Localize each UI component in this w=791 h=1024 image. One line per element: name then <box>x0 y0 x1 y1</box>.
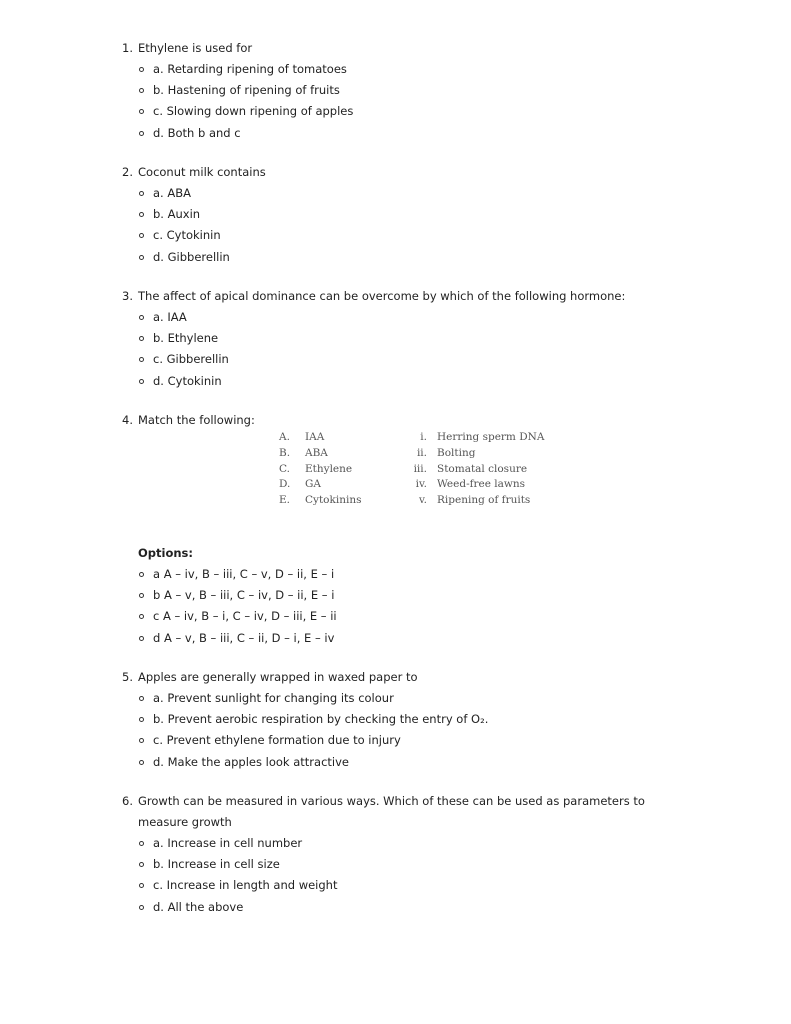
question-number: 2. <box>122 165 133 179</box>
option-a: a. Prevent sunlight for changing its colour <box>122 688 682 709</box>
option-list <box>122 59 682 144</box>
question-text: The affect of apical dominance can be overcome by which of the following hormone: <box>138 289 626 303</box>
match-row <box>279 446 544 462</box>
option-c: c. Prevent ethylene formation due to injury <box>122 730 682 751</box>
option-d: d. All the above <box>122 897 682 918</box>
option-c: c A – iv, B – i, C – iv, D – iii, E – ii <box>122 606 682 627</box>
option-list <box>122 688 682 773</box>
question-6 <box>122 791 682 918</box>
match-left-letter: B. <box>279 446 291 459</box>
question-text-line-1: Growth can be measured in various ways. Which of these can be used as parameters to <box>138 794 645 808</box>
match-table <box>279 430 544 509</box>
match-right-item: Ripening of fruits <box>437 494 531 507</box>
question-2 <box>122 162 682 268</box>
question-text-line-2: measure growth <box>138 815 232 829</box>
option-a: a. IAA <box>122 307 682 328</box>
match-left-letter: E. <box>279 494 291 507</box>
options-label: Options: <box>138 546 193 560</box>
option-list <box>122 183 682 268</box>
match-right-item: Herring sperm DNA <box>437 431 545 443</box>
match-left-item: Ethylene <box>305 462 353 475</box>
option-c: c. Increase in length and weight <box>122 875 682 896</box>
question-number: 6. <box>122 794 133 808</box>
question-number: 5. <box>122 670 133 684</box>
option-b: b. Auxin <box>122 204 682 225</box>
match-row <box>279 430 544 446</box>
option-list <box>122 564 682 649</box>
match-right-numeral: i. <box>420 431 427 443</box>
question-stem <box>122 162 682 183</box>
question-5 <box>122 667 682 773</box>
option-a: a. Increase in cell number <box>122 833 682 854</box>
question-text: Apples are generally wrapped in waxed paper to <box>138 670 418 684</box>
option-list <box>122 307 682 392</box>
match-row <box>279 477 544 493</box>
question-4-options <box>122 543 682 649</box>
match-right-numeral: v. <box>418 494 427 507</box>
option-a: a A – iv, B – iii, C – v, D – ii, E – i <box>122 564 682 585</box>
match-left-item: IAA <box>305 431 325 443</box>
question-1 <box>122 38 682 144</box>
match-left-letter: A. <box>279 431 290 443</box>
option-d: d. Gibberellin <box>122 247 682 268</box>
option-b: b. Increase in cell size <box>122 854 682 875</box>
match-left-letter: C. <box>279 462 290 475</box>
option-a: a. ABA <box>122 183 682 204</box>
match-left-item: Cytokinins <box>305 494 362 507</box>
match-right-numeral: iv. <box>415 478 427 491</box>
question-stem <box>122 286 682 307</box>
option-c: c. Cytokinin <box>122 225 682 246</box>
question-text: Ethylene is used for <box>138 41 253 55</box>
match-right-item: Bolting <box>437 446 476 459</box>
option-b: b. Prevent aerobic respiration by checking the entry of O₂. <box>122 709 682 730</box>
match-left-item: ABA <box>305 446 328 459</box>
option-c: c. Gibberellin <box>122 349 682 370</box>
question-number: 3. <box>122 289 133 303</box>
match-right-item: Weed-free lawns <box>437 478 526 491</box>
question-number: 1. <box>122 41 133 55</box>
question-3 <box>122 286 682 392</box>
match-right-item: Stomatal closure <box>437 462 528 475</box>
match-left-item: GA <box>305 478 321 491</box>
option-d: d. Make the apples look attractive <box>122 752 682 773</box>
question-stem <box>122 38 682 59</box>
option-b: b. Hastening of ripening of fruits <box>122 80 682 101</box>
option-d: d A – v, B – iii, C – ii, D – i, E – iv <box>122 628 682 649</box>
option-d: d. Cytokinin <box>122 371 682 392</box>
option-list <box>122 833 682 918</box>
question-number: 4. <box>122 413 133 427</box>
option-b: b A – v, B – iii, C – iv, D – ii, E – i <box>122 585 682 606</box>
match-right-numeral: iii. <box>413 462 427 475</box>
option-d: d. Both b and c <box>122 123 682 144</box>
question-stem <box>122 410 682 431</box>
match-left-letter: D. <box>279 478 291 491</box>
question-text: Match the following: <box>138 413 255 427</box>
option-a: a. Retarding ripening of tomatoes <box>122 59 682 80</box>
option-b: b. Ethylene <box>122 328 682 349</box>
question-text: Coconut milk contains <box>138 165 266 179</box>
match-row <box>279 493 544 509</box>
question-stem <box>122 667 682 688</box>
match-row <box>279 462 544 478</box>
match-right-numeral: ii. <box>416 446 427 459</box>
question-4 <box>122 410 682 431</box>
question-stem <box>122 791 682 833</box>
option-c: c. Slowing down ripening of apples <box>122 101 682 122</box>
